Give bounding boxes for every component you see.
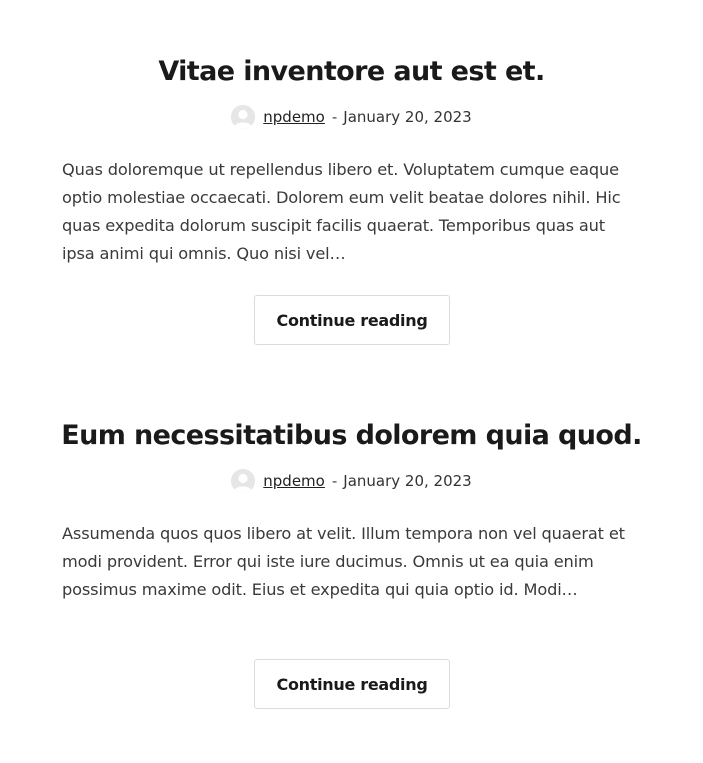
author-link[interactable]: npdemo: [263, 108, 325, 126]
post-excerpt: Assumenda quos quos libero at velit. Illum tempora non vel quaerat et modi provident. Error qui iste iure ducimus. Omnis ut ea quia enim possimus maxime odit. Eius et expedita qui quia optio id. Modi…: [62, 524, 625, 599]
continue-reading-button[interactable]: Continue reading: [254, 659, 450, 709]
meta-separator: -: [331, 108, 338, 126]
meta-separator: -: [331, 472, 338, 490]
user-avatar-icon: [231, 105, 255, 129]
author-link[interactable]: npdemo: [263, 472, 325, 490]
user-avatar-icon: [231, 469, 255, 493]
post-date: January 20, 2023: [343, 108, 472, 126]
post-date: January 20, 2023: [343, 472, 472, 490]
post-meta: [0, 105, 703, 129]
post-title[interactable]: Eum necessitatibus dolorem quia quod.: [61, 420, 642, 451]
post-title[interactable]: Vitae inventore aut est et.: [158, 56, 545, 87]
continue-reading-button[interactable]: Continue reading: [254, 295, 450, 345]
post-meta: [0, 469, 703, 493]
post-excerpt: Quas doloremque ut repellendus libero et. Voluptatem cumque eaque optio molestiae occaecati. Dolorem eum velit beatae dolores nihil. Hic quas expedita dolorum suscipit facilis quaerat. Temporibus quas aut ipsa animi qui omnis. Quo nisi vel…: [62, 160, 621, 263]
